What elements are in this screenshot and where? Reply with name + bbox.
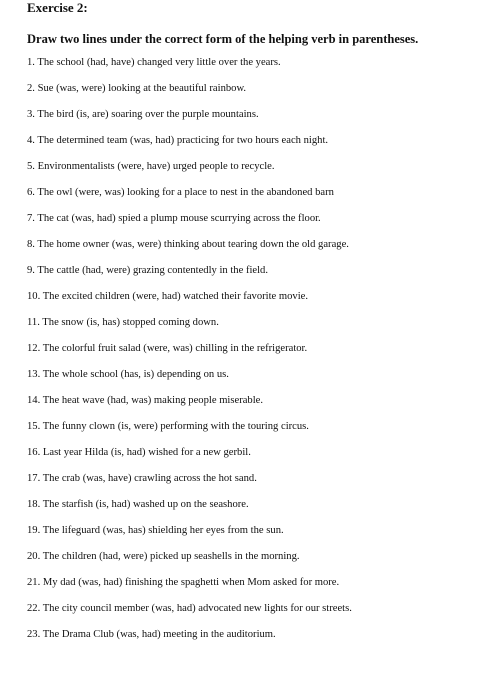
exercise-item: 20. The children (had, were) picked up seashells in the morning. bbox=[27, 551, 300, 562]
exercise-item: 22. The city council member (was, had) advocated new lights for our streets. bbox=[27, 603, 352, 614]
exercise-item: 14. The heat wave (had, was) making people miserable. bbox=[27, 395, 264, 406]
exercise-item: 3. The bird (is, are) soaring over the purple mountains. bbox=[27, 109, 259, 120]
instruction-text: Draw two lines under the correct form of the helping verb in parentheses. bbox=[27, 32, 419, 46]
exercise-item: 10. The excited children (were, had) watched their favorite movie. bbox=[27, 291, 309, 302]
exercise-item: 12. The colorful fruit salad (were, was) chilling in the refrigerator. bbox=[27, 343, 308, 354]
exercise-item: 7. The cat (was, had) spied a plump mouse scurrying across the floor. bbox=[27, 213, 321, 224]
exercise-item: 15. The funny clown (is, were) performing with the touring circus. bbox=[27, 421, 309, 432]
exercise-item: 13. The whole school (has, is) depending on us. bbox=[27, 369, 229, 380]
exercise-item: 16. Last year Hilda (is, had) wished for a new gerbil. bbox=[27, 447, 251, 458]
exercise-list bbox=[27, 56, 352, 654]
exercise-item: 4. The determined team (was, had) practicing for two hours each night. bbox=[27, 135, 329, 146]
exercise-item: 6. The owl (were, was) looking for a place to nest in the abandoned barn bbox=[27, 187, 334, 198]
exercise-title: Exercise 2: bbox=[27, 0, 88, 15]
exercise-item: 2. Sue (was, were) looking at the beautiful rainbow. bbox=[27, 83, 247, 94]
exercise-item: 18. The starfish (is, had) washed up on the seashore. bbox=[27, 499, 249, 510]
exercise-item: 5. Environmentalists (were, have) urged people to recycle. bbox=[27, 161, 275, 172]
exercise-item: 17. The crab (was, have) crawling across the hot sand. bbox=[27, 473, 257, 484]
exercise-item: 8. The home owner (was, were) thinking about tearing down the old garage. bbox=[27, 239, 349, 250]
exercise-item: 23. The Drama Club (was, had) meeting in the auditorium. bbox=[27, 629, 276, 640]
exercise-item: 19. The lifeguard (was, has) shielding her eyes from the sun. bbox=[27, 525, 284, 536]
exercise-item: 9. The cattle (had, were) grazing contentedly in the field. bbox=[27, 265, 269, 276]
exercise-item: 11. The snow (is, has) stopped coming down. bbox=[27, 317, 219, 328]
exercise-item: 1. The school (had, have) changed very little over the years. bbox=[27, 57, 281, 68]
exercise-item: 21. My dad (was, had) finishing the spaghetti when Mom asked for more. bbox=[27, 577, 340, 588]
